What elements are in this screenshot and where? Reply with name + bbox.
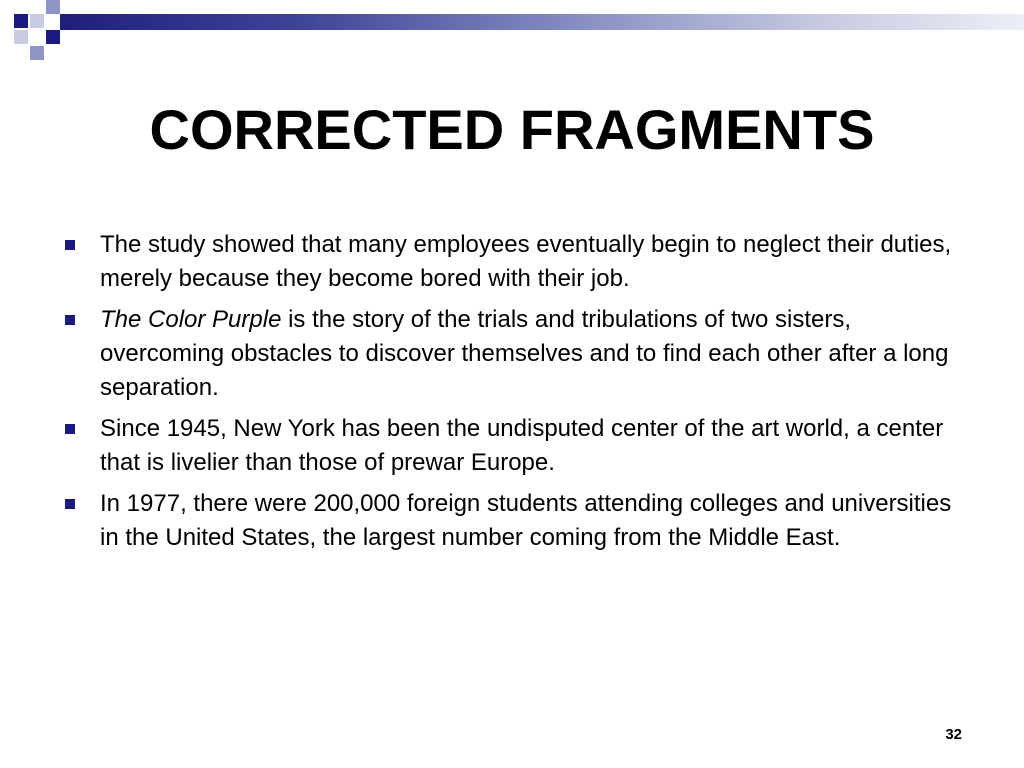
corner-square bbox=[14, 14, 28, 28]
bullet-text: is the story of the trials and tribulations of two sisters, overcoming obstacles to discover themselves and to find each other after a long separation. bbox=[100, 306, 949, 401]
corner-square bbox=[14, 30, 28, 44]
corner-square bbox=[30, 46, 44, 60]
bullet-text: In 1977, there were 200,000 foreign students attending colleges and universities in the United States, the largest number coming from the Middle East. bbox=[100, 490, 952, 551]
header-gradient-band bbox=[60, 14, 1024, 30]
square-bullet-icon bbox=[65, 240, 75, 250]
square-bullet-icon bbox=[65, 424, 75, 434]
bullet-item bbox=[60, 303, 970, 405]
square-bullet-icon bbox=[65, 499, 75, 509]
corner-square bbox=[46, 30, 60, 44]
bullet-item bbox=[60, 487, 970, 555]
corner-square bbox=[46, 0, 60, 14]
bullet-item bbox=[60, 412, 970, 480]
book-title: The Color Purple bbox=[100, 306, 282, 333]
corner-square bbox=[30, 14, 44, 28]
bullet-text: Since 1945, New York has been the undisputed center of the art world, a center that is livelier than those of prewar Europe. bbox=[100, 415, 944, 476]
bullet-text: The study showed that many employees eventually begin to neglect their duties, merely because they become bored with their job. bbox=[100, 231, 952, 292]
square-bullet-icon bbox=[65, 315, 75, 325]
page-number: 32 bbox=[945, 726, 962, 743]
bullet-list bbox=[60, 228, 970, 562]
bullet-item bbox=[60, 228, 970, 296]
slide-title: CORRECTED FRAGMENTS bbox=[149, 98, 875, 161]
